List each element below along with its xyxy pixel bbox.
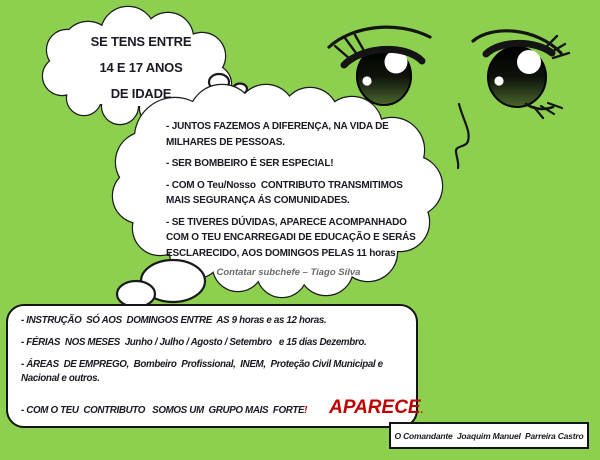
signature-text: O Comandante Joaquim Manuel Parreira Castro: [394, 430, 584, 441]
forte-exclamation: !: [304, 405, 308, 416]
info-bubble-text: [166, 119, 416, 278]
bullet-duvidas-line3: ESCLARECIDO, AOS DOMINGOS PELAS 11 horas: [166, 247, 396, 259]
age-line-2: 14 E 17 ANOS: [99, 60, 183, 75]
bullet-juntos-line1: - JUNTOS FAZEMOS A DIFERENÇA, NA VIDA DE: [166, 121, 389, 132]
bullet-contributo: [166, 178, 411, 209]
details-line-areas: - ÁREAS DE EMPREGO, Bombeiro Profissional, INEM, Proteção Civil Municipal e: [21, 359, 383, 370]
details-final-row: [21, 397, 424, 419]
bullet-contributo-line2: MAIS SEGURANÇA ÁS COMUNIDADES.: [166, 195, 350, 206]
age-bubble-text: [52, 29, 230, 107]
aparece-period: .: [420, 405, 424, 416]
bullet-bombeiro-line1: - SER BOMBEIRO É SER ESPECIAL!: [166, 158, 334, 169]
age-line-1: SE TENS ENTRE: [90, 34, 192, 49]
bullet-juntos-line2: MILHARES DE PESSOAS.: [166, 136, 285, 148]
details-line-ferias: - FÉRIAS NOS MESES Junho / Julho / Agosto / Setembro e 15 dias Dezembro.: [21, 337, 367, 348]
details-line-areas-cont: Nacional e outros.: [21, 373, 100, 384]
details-line-forte: - COM O TEU CONTRIBUTO SOMOS UM GRUPO MAIS FORTE: [21, 405, 305, 416]
bullet-duvidas-line2: COM O TEU ENCARREGADI DE EDUCAÇÃO E SERÁS: [166, 232, 416, 243]
bullet-duvidas: [166, 215, 416, 262]
age-line-3: DE IDADE: [110, 86, 172, 101]
bullet-duvidas-line1: - SE TIVERES DÚVIDAS, APARECE ACOMPANHADO: [166, 216, 407, 228]
contact-note: Contatar subchefe – Tiago Silva: [216, 267, 361, 278]
bullet-bombeiro: [166, 156, 411, 172]
aparece-highlight: APARECE: [329, 397, 421, 418]
bullet-juntos: [166, 119, 411, 150]
details-line-instrucao: - INSTRUÇÃO SÓ AOS DOMINGOS ENTRE AS 9 horas e as 12 horas.: [21, 315, 327, 326]
details-box: [6, 304, 424, 428]
bullet-contributo-line1: - COM O Teu/Nosso CONTRIBUTO TRANSMITIMOS: [166, 179, 403, 191]
signature-box: [389, 422, 589, 449]
